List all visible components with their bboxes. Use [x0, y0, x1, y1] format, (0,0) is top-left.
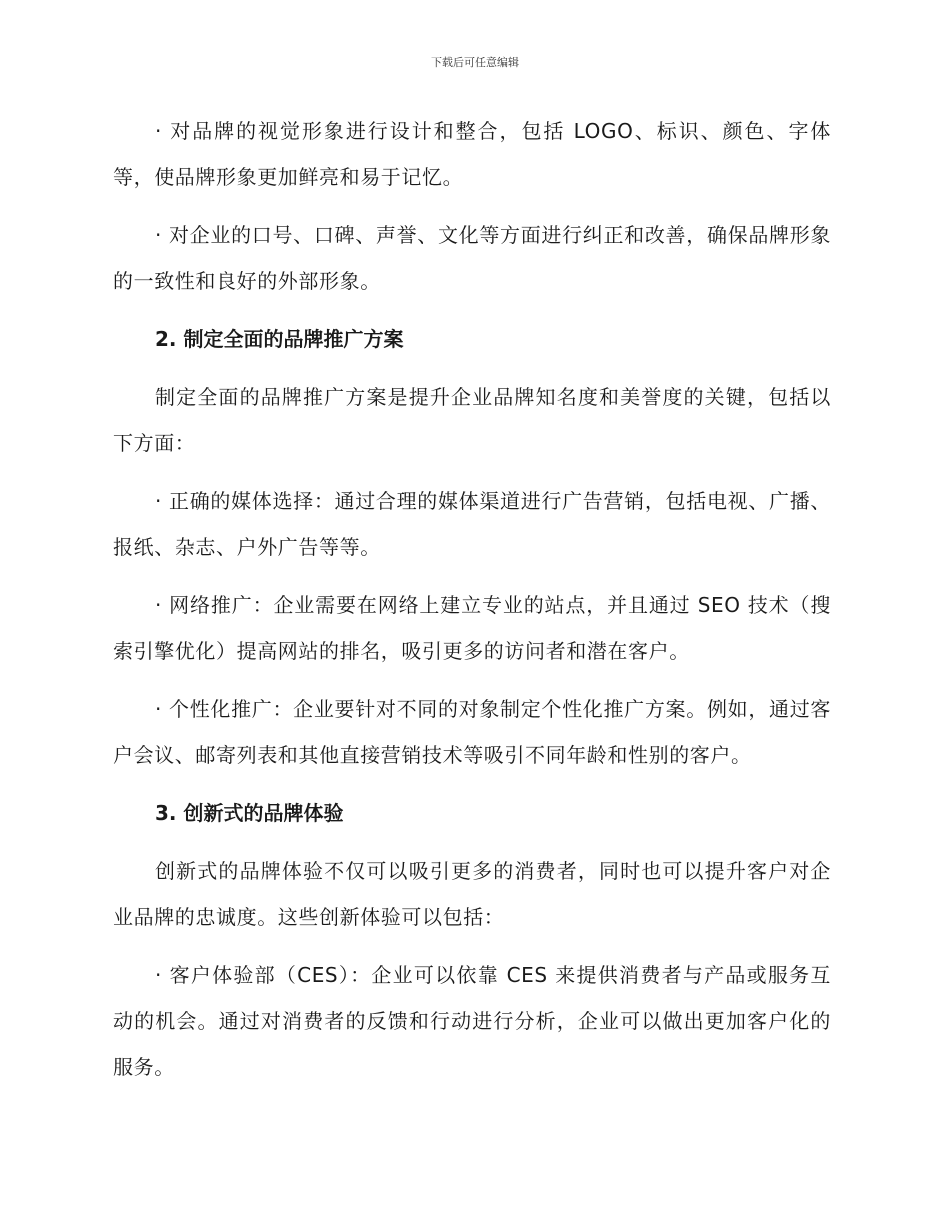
bullet-online-promotion: · 网络推广：企业需要在网络上建立专业的站点，并且通过 SEO 技术（搜索引擎优化）提高网站的排名，吸引更多的访问者和潜在客户。 — [113, 593, 831, 663]
bullet-customer-experience: · 客户体验部（CES）：企业可以依靠 CES 来提供消费者与产品或服务互动的机会。通过对消费者的反馈和行动进行分析，企业可以做出更加客户化的服务。 — [113, 963, 831, 1079]
bullet-media-selection: · 正确的媒体选择：通过合理的媒体渠道进行广告营销，包括电视、广播、报纸、杂志、户外广告等等。 — [113, 489, 831, 559]
bullet-visual-identity: · 对品牌的视觉形象进行设计和整合，包括 LOGO、标识、颜色、字体等，使品牌形象更加鲜亮和易于记忆。 — [113, 119, 831, 189]
promotion-plan-intro: 制定全面的品牌推广方案是提升企业品牌知名度和美誉度的关键，包括以下方面： — [113, 385, 831, 455]
bullet-personalized-promotion: · 个性化推广：企业要针对不同的对象制定个性化推广方案。例如，通过客户会议、邮寄列表和其他直接营销技术等吸引不同年龄和性别的客户。 — [113, 697, 831, 767]
bullet-slogan-reputation: · 对企业的口号、口碑、声誉、文化等方面进行纠正和改善，确保品牌形象的一致性和良好的外部形象。 — [113, 223, 831, 293]
brand-experience-intro: 创新式的品牌体验不仅可以吸引更多的消费者，同时也可以提升客户对企业品牌的忠诚度。这些创新体验可以包括： — [113, 859, 831, 929]
document-body — [113, 108, 831, 1102]
section-heading-promotion-plan: 2. 制定全面的品牌推广方案 — [155, 327, 404, 351]
section-heading-brand-experience: 3. 创新式的品牌体验 — [155, 801, 344, 825]
page-header: 下载后可任意编辑 — [431, 56, 519, 69]
